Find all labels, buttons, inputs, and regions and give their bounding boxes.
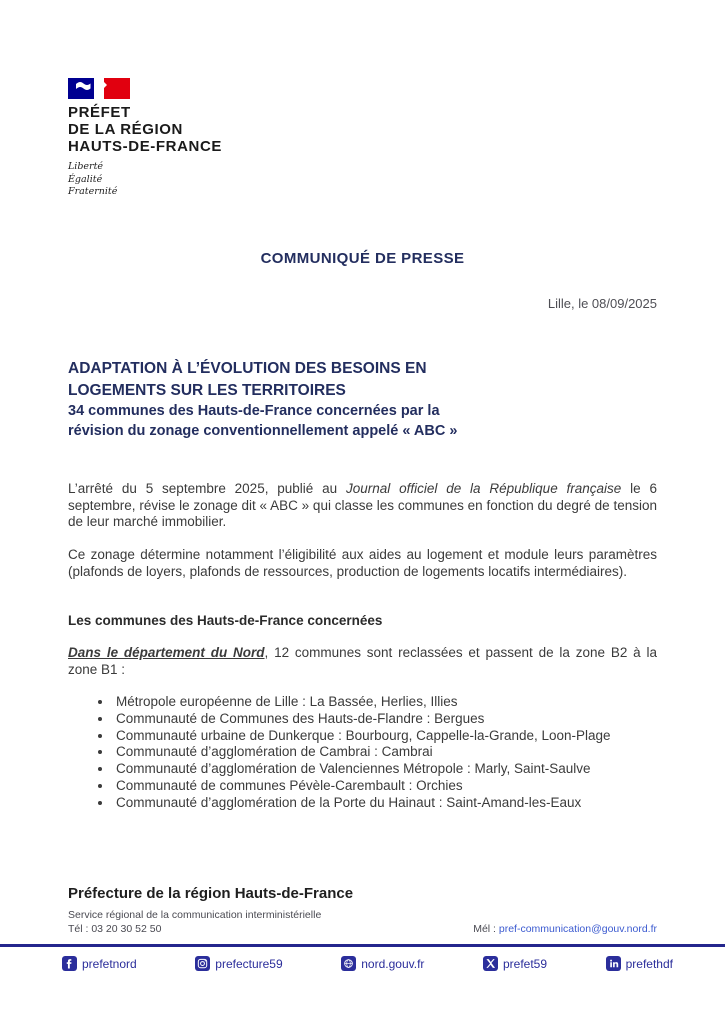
bullet-dot: [98, 750, 102, 754]
marianne-flag-icon: [68, 78, 130, 101]
linkedin-icon: [606, 956, 621, 971]
x-icon: [483, 956, 498, 971]
list-item: [96, 795, 651, 812]
globe-icon: [341, 956, 356, 971]
paragraph-nord: [68, 645, 657, 678]
social-link-instagram[interactable]: [195, 956, 282, 971]
title-line: LOGEMENTS SUR LES TERRITOIRES: [68, 381, 346, 399]
logo-title-line: DE LA RÉGION: [68, 121, 183, 138]
list-item: [96, 694, 651, 711]
prefet-logo: [68, 78, 222, 199]
social-label: prefethdf: [625, 956, 673, 971]
logo-title-line: PRÉFET: [68, 104, 131, 121]
motto-line: Fraternité: [68, 186, 118, 197]
email-link[interactable]: pref-communication@gouv.nord.fr: [498, 923, 657, 935]
social-link-linkedin[interactable]: [606, 956, 673, 971]
footer-service: Service régional de la communication interministérielle: [68, 909, 322, 921]
nord-lead-emphasis: Dans le département du Nord: [68, 645, 265, 660]
footer-email-line: [473, 923, 657, 935]
bullet-dot: [98, 717, 102, 721]
footer-divider: [0, 944, 725, 947]
list-item-text: Communauté d’agglomération de Valenciennes Métropole : Marly, Saint-Saulve: [116, 761, 591, 777]
motto-line: Liberté: [68, 161, 104, 172]
facebook-icon: [62, 956, 77, 971]
bullet-dot: [98, 801, 102, 805]
list-item: [96, 744, 651, 761]
motto-line: Égalité: [68, 173, 103, 185]
list-item: [96, 778, 651, 795]
title-line: ADAPTATION À L’ÉVOLUTION DES BESOINS EN: [68, 360, 427, 377]
list-item-text: Communauté de Communes des Hauts-de-Flandre : Bergues: [116, 710, 485, 726]
social-link-website[interactable]: [341, 956, 424, 971]
email-label: Mél :: [473, 923, 499, 935]
instagram-icon: [195, 956, 210, 971]
list-item: [96, 711, 651, 728]
paragraph-text: L’arrêté du 5 septembre 2025, publié au: [68, 481, 346, 496]
communes-list: [96, 694, 651, 812]
subtitle-line: 34 communes des Hauts-de-France concernées par la: [68, 403, 440, 419]
list-item: [96, 761, 651, 778]
logo-title-line: HAUTS-DE-FRANCE: [68, 138, 222, 155]
bullet-dot: [98, 767, 102, 771]
social-label: prefet59: [502, 956, 548, 971]
journal-officiel-italic: Journal officiel de la République française: [346, 481, 622, 496]
footer-contact-row: [68, 923, 657, 935]
footer-phone: Tél : 03 20 30 52 50: [68, 923, 162, 935]
paragraph-arrete: [68, 481, 657, 531]
paragraph-zonage: Ce zonage détermine notamment l’éligibilité aux aides au logement et module leurs paramètres (plafonds de loyers, plafonds de ressources, production de logements locatifs intermédiaires).: [68, 547, 657, 579]
paragraph-text: le 6 septembre, révise le zonage dit « ABC » qui classe les communes en fonction du degré de tension de leur marché immobilier.: [68, 481, 657, 530]
footer-organization: Préfecture de la région Hauts-de-France: [68, 885, 354, 902]
document-type-heading: COMMUNIQUÉ DE PRESSE: [260, 250, 465, 267]
social-link-facebook[interactable]: [62, 956, 137, 971]
bullet-dot: [98, 784, 102, 788]
list-item-text: Communauté urbaine de Dunkerque : Bourbourg, Cappelle-la-Grande, Loon-Plage: [116, 727, 611, 743]
list-item: [96, 728, 651, 745]
subtitle-line: révision du zonage conventionnellement appelé « ABC »: [68, 423, 458, 439]
social-bar: [62, 956, 673, 971]
list-item-text: Communauté d’agglomération de Cambrai : Cambrai: [116, 744, 433, 760]
bullet-dot: [98, 734, 102, 738]
list-item-text: Communauté de communes Pévèle-Carembault : Orchies: [116, 777, 463, 793]
list-item-text: Métropole européenne de Lille : La Bassée, Herlies, Illies: [116, 694, 458, 709]
section-heading-communes: Les communes des Hauts-de-France concernées: [68, 613, 383, 628]
social-label: prefecture59: [215, 956, 283, 971]
social-link-x[interactable]: [483, 956, 547, 971]
bullet-dot: [98, 700, 102, 704]
list-item-text: Communauté d’agglomération de la Porte du Hainaut : Saint-Amand-les-Eaux: [116, 794, 582, 810]
social-label: nord.gouv.fr: [361, 956, 425, 971]
social-label: prefetnord: [82, 956, 137, 971]
paragraph-text: , 12 communes sont reclassées et passent de la zone B2 à la zone B1 :: [68, 645, 657, 677]
dateline: Lille, le 08/09/2025: [547, 296, 657, 311]
press-release-title: [68, 358, 548, 441]
